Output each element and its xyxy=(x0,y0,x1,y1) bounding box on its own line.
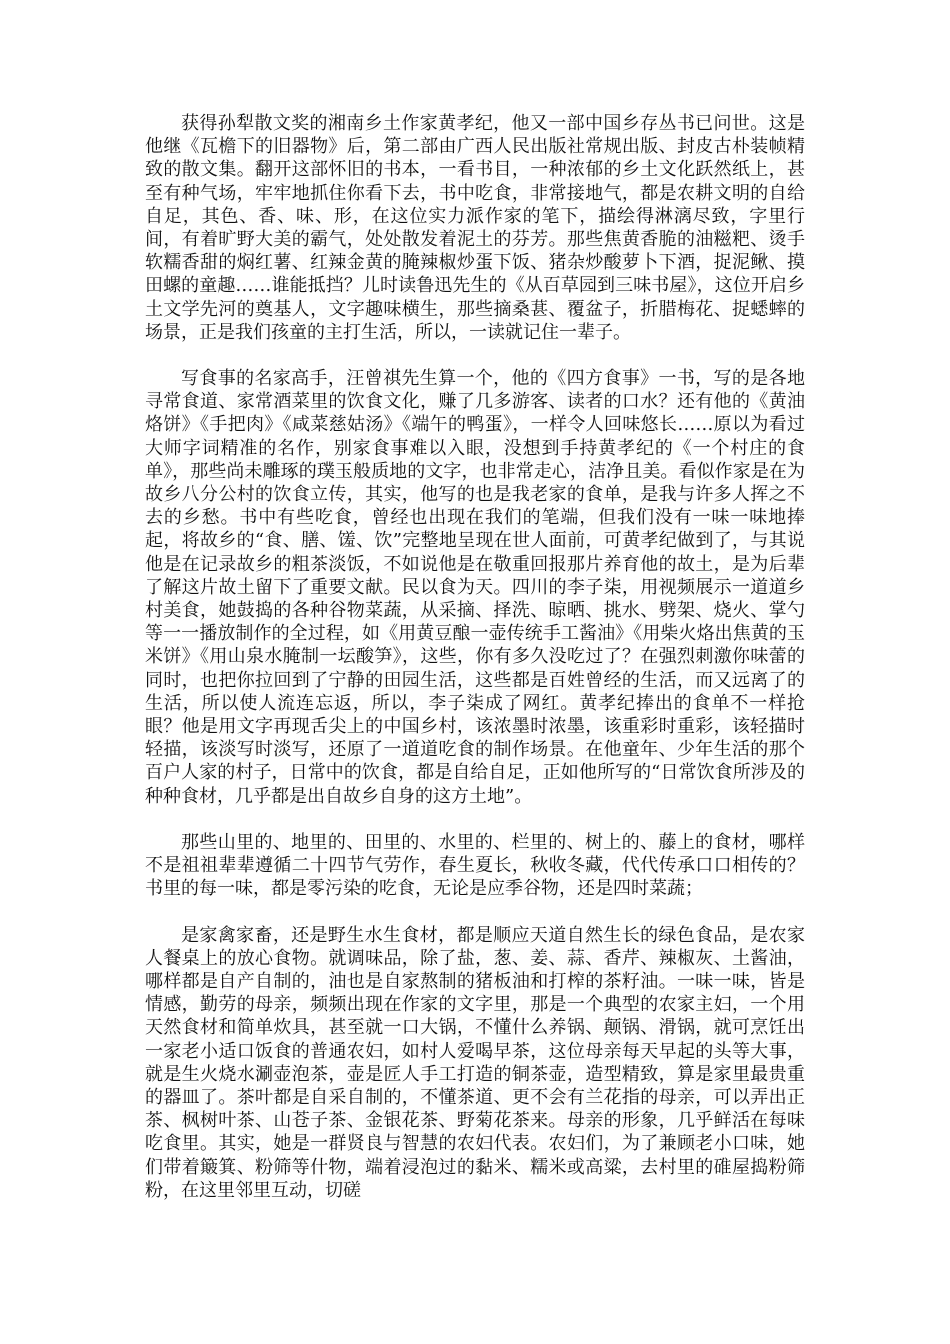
paragraph-3: 那些山里的、地里的、田里的、水里的、栏里的、树上的、藤上的食材，哪样不是祖祖辈辈遵循二十四节气劳作，春生夏长，秋收冬藏，代代传承口口相传的？书里的每一味，都是零污染的吃食，无论是应季谷物，还是四时菜蔬； xyxy=(145,831,805,900)
paragraph-4: 是家禽家畜，还是野生水生食材，都是顺应天道自然生长的绿色食品，是农家人餐桌上的放心食物。就调味品，除了盐，葱、姜、蒜、香芹、辣椒灰、土酱油，哪样都是自产自制的，油也是自家熬制的猪板油和打榨的茶籽油。一味一味，皆是情感，勤劳的母亲，频频出现在作家的文字里，那是一个典型的农家主妇，一个用天然食材和简单炊具，甚至就一口大锅，不懂什么养锅、颠锅、滑锅，就可烹饪出一家老小适口饭食的普通农妇，如村人爱喝早茶，这位母亲每天早起的头等大事，就是生火烧水涮壶泡茶，壶是匠人手工打造的铜茶壶，造型精致，算是家里最贵重的器皿了。茶叶都是自采自制的，不懂茶道、更不会有兰花指的母亲，可以弄出正茶、枫树叶茶、山苍子茶、金银花茶、野菊花茶来。母亲的形象，几乎鲜活在每味吃食里。其实，她是一群贤良与智慧的农妇代表。农妇们，为了兼顾老小口味，她们带着簸箕、粉筛等什物，端着浸泡过的黏米、糯米或高粱，去村里的碓屋捣粉筛粉，在这里邻里互动，切磋 xyxy=(145,924,805,1201)
paragraph-1: 获得孙犁散文奖的湘南乡土作家黄孝纪，他又一部中国乡存丛书已问世。这是他继《瓦檐下的旧器物》后，第二部由广西人民出版社常规出版、封皮古朴装帧精致的散文集。翻开这部怀旧的书本，一看书目，一种浓郁的乡土文化跃然纸上，甚至有种气场，牢牢地抓住你看下去，书中吃食，非常接地气，都是农耕文明的自给自足，其色、香、味、形，在这位实力派作家的笔下，描绘得淋漓尽致，字里行间，有着旷野大美的霸气，处处散发着泥土的芬芳。那些焦黄香脆的油糍粑、烫手软糯香甜的焖红薯、红辣金黄的腌辣椒炒蛋下饭、猪杂炒酸萝卜下酒，捉泥鳅、摸田螺的童趣……谁能抵挡？儿时读鲁迅先生的《从百草园到三味书屋》，这位开启乡土文学先河的奠基人，文字趣味横生，那些摘桑葚、覆盆子，折腊梅花、捉蟋蟀的场景，正是我们孩童的主打生活，所以，一读就记住一辈子。 xyxy=(145,113,805,343)
document-body xyxy=(145,112,805,1225)
paragraph-2: 写食事的名家高手，汪曾祺先生算一个，他的《四方食事》一书，写的是各地寻常食道、家常酒菜里的饮食文化，赚了几多游客、读者的口水？还有他的《黄油烙饼》《手把肉》《咸菜慈姑汤》《端午的鸭蛋》，一样令人回味悠长……原以为看过大师字词精准的名作，别家食事难以入眼，没想到手持黄孝纪的《一个村庄的食单》，那些尚未雕琢的璞玉般质地的文字，也非常走心，洁净且美。看似作家是在为故乡八分公村的饮食立传，其实，他写的也是我老家的食单，是我与许多人挥之不去的乡愁。书中有些吃食，曾经也出现在我们的笔端，但我们没有一味一味地捧起，将故乡的“食、膳、馐、饮”完整地呈现在世人面前，可黄孝纪做到了，与其说他是在记录故乡的粗茶淡饭，不如说他是在敬重回报那片养育他的故土，是为后辈了解这片故土留下了重要文献。民以食为天。四川的李子柒，用视频展示一道道乡村美食，她鼓捣的各种谷物菜蔬，从采摘、择洗、晾晒、挑水、劈架、烧火、掌勺等一一播放制作的全过程，如《用黄豆酿一壶传统手工酱油》《用柴火烙出焦黄的玉米饼》《用山泉水腌制一坛酸笋》，这些，你有多久没吃过了？在强烈刺激你味蕾的同时，也把你拉回到了宁静的田园生活，这些都是百姓曾经的生活，而又远离了的生活，所以使人流连忘返，所以，李子柒成了网红。黄孝纪捧出的食单不一样抢眼？他是用文字再现舌尖上的中国乡村，该浓墨时浓墨，该重彩时重彩，该轻描时轻描，该淡写时淡写，还原了一道道吃食的制作场景。在他童年、少年生活的那个百户人家的村子，日常中的饮食，都是自给自足，正如他所写的“日常饮食所涉及的种种食材，几乎都是出自故乡自身的这方土地”。 xyxy=(145,368,805,807)
